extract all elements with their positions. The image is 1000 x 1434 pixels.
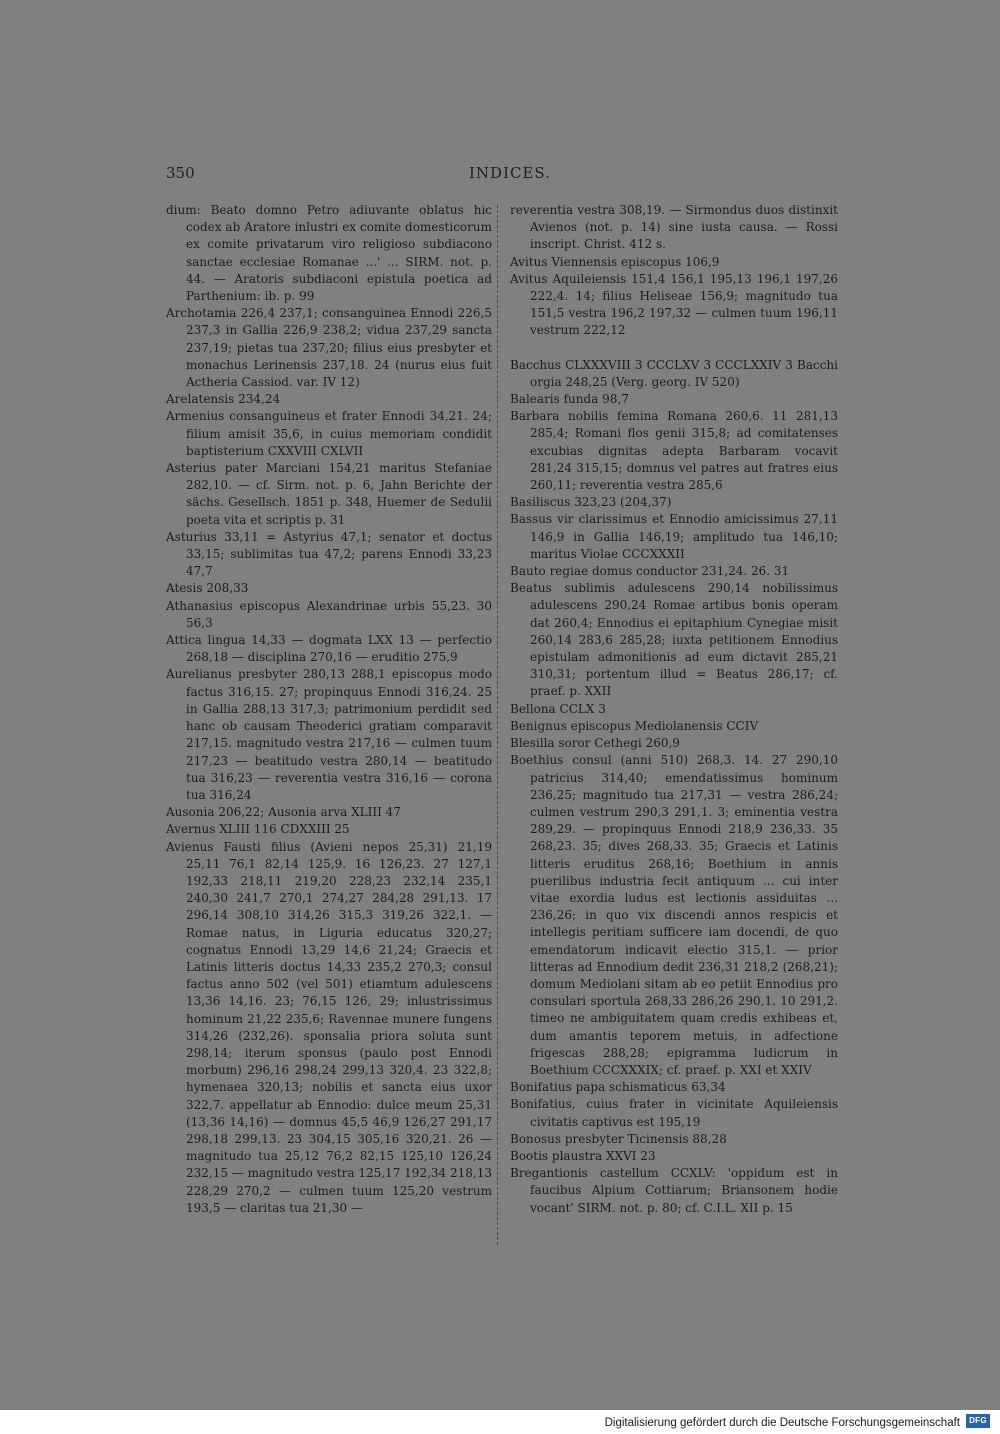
index-entry: Athanasius episcopus Alexandrinae urbis 55,23. 30 56,3 <box>166 598 492 630</box>
index-entry: Bregantionis castellum CCXLV: 'oppidum est in faucibus Alpium Cottiarum; Briansonem hodie vocant' SIRM. not. p. 80; cf. C.I.L. XII p. 15 <box>510 1166 838 1215</box>
dfg-logo-icon: DFG <box>966 1414 990 1428</box>
index-entry: Barbara nobilis femina Romana 260,6. 11 281,13 285,4; Romani flos genii 315,8; ad comitatenses excubias dignitas adepta Barbaram vocavit 281,24 315,15; domnus vel patres aut fratres eius 260,11; reverentia vestra 285,6 <box>510 409 838 493</box>
index-entry: Avitus Aquileiensis 151,4 156,1 195,13 196,1 197,26 222,4. 14; filius Heliseae 156,9; magnitudo tua 151,5 vestra 196,2 197,32 — culmen tuum 196,11 vestrum 222,12 <box>510 271 838 338</box>
index-entry: Beatus sublimis adulescens 290,14 nobilissimus adulescens 290,24 Romae artibus bonis operam dat 260,4; Ennodius ei epitaphium Cynegiae misit 260,14 283,6 285,28; iuxta petitionem Ennodius epistulam admonitionis ad eum dictavit 285,21 310,31; portentum illud = Beatus 286,17; cf. praef. p. XXII <box>510 581 838 699</box>
index-entry: Ausonia 206,22; Ausonia arva XLIII 47 <box>166 805 401 820</box>
index-entry: dium: Beato domno Petro adiuvante oblatus hic codex ab Aratore inlustri ex comite domesticorum ex comite privatarum viro religioso subdiacono sanctae ecclesiae Romanae ...' ... SIRM. not. p. 44. — Aratoris subdiaconi epistula poetica ad Parthenium: ib. p. 99 <box>166 203 492 304</box>
index-entry: Benignus episcopus Mediolanensis CCIV <box>510 718 759 733</box>
index-entry: Bellona CCLX 3 <box>510 701 606 716</box>
index-entry: Archotamia 226,4 237,1; consanguinea Ennodi 226,5 237,3 in Gallia 226,9 238,2; vidua 237,29 sancta 237,19; pietas tua 237,20; filius eius presbyter et monachus Lerinensis 237,18. 24 (nurus eius fuit Actheria Cassiod. var. IV 12) <box>166 306 492 390</box>
index-entry: Arelatensis 234,24 <box>166 392 281 407</box>
page-number: 350 <box>166 164 195 182</box>
index-entry: Bonosus presbyter Ticinensis 88,28 <box>510 1131 727 1146</box>
index-entry: Asturius 33,11 = Astyrius 47,1; senator et doctus 33,15; sublimitas tua 47,2; parens Ennodi 33,23 47,7 <box>166 529 492 579</box>
index-entry: reverentia vestra 308,19. — Sirmondus duos distinxit Avienos (not. p. 14) sine iusta causa. — Rossi inscript. Christ. 412 s. <box>510 203 838 252</box>
index-entry: Bacchus CLXXXVIII 3 CCCLXV 3 CCCLXXIV 3 Bacchi orgia 248,25 (Verg. georg. IV 520) <box>510 357 838 389</box>
index-entry: Bauto regiae domus conductor 231,24. 26. 31 <box>510 564 790 579</box>
index-entry: Asterius pater Marciani 154,21 maritus Stefaniae 282,10. — cf. Sirm. not. p. 6, Jahn Berichte der sächs. Gesellsch. 1851 p. 348, Huemer de Sedulii poeta vita et scriptis p. 31 <box>166 461 492 527</box>
running-head: INDICES. <box>469 164 551 182</box>
index-entry: Aurelianus presbyter 280,13 288,1 episcopus modo factus 316,15. 27; propinquus Ennodi 316,24. 25 in Gallia 288,13 317,3; patrimonium perdidit sed hanc ob causam Theoderici gratiam comparavit 217,15. magnitudo vestra 217,16 — culmen tuum 217,23 — beatitudo vestra 280,14 — beatitudo tua 316,23 — reverentia vestra 316,16 — corona tua 316,24 <box>166 667 492 802</box>
index-entry: Balearis funda 98,7 <box>510 392 629 407</box>
index-entry: Blesilla soror Cethegi 260,9 <box>510 736 680 751</box>
funding-notice: Digitalisierung gefördert durch die Deutsche Forschungsgemeinschaft <box>604 1417 960 1429</box>
index-entry: Avienus Fausti filius (Avieni nepos 25,31) 21,19 25,11 76,1 82,14 125,9. 16 126,23. 27 127,1 192,33 218,11 219,20 228,23 232,14 235,1 240,30 241,7 270,1 274,27 284,28 291,13. 17 296,14 308,10 314,26 315,3 319,26 322,1. — Romae natus, in Liguria educatus 320,27; cognatus Ennodi 13,29 14,6 21,24; Graecis et Latinis litteris doctus 14,33 235,2 270,3; consul factus anno 502 (vel 501) etiamtum adulescens 13,36 14,16. 23; 76,15 126, 29; inlustrissimus hominum 21,22 235,6; Ravennae munere fungens 314,26 (232,26). sponsalia priora soluta sunt 298,14; iterum sponsus (paulo post Ennodi morbum) 296,16 298,24 299,13 320,4. 23 322,8; hymenaea 320,13; nobilis et sancta eius uxor 322,7. appellatur ab Ennodio: dulce meum 25,31 (13,36 14,16) — domnus 45,5 46,9 126,27 291,17 298,18 299,13. 23 304,15 305,16 320,21. 26 — magnitudo tua 25,12 76,2 82,15 125,10 126,24 232,15 — magnitudo vestra 125,17 192,34 218,13 228,29 270,2 — culmen tuum 125,20 vestrum 193,5 — claritas tua 21,30 — <box>166 839 492 1215</box>
index-entry: Avitus Viennensis episcopus 106,9 <box>510 254 720 269</box>
index-entry: Bonifatius, cuius frater in vicinitate Aquileiensis civitatis captivus est 195,19 <box>510 1097 838 1129</box>
index-entry: Basiliscus 323,23 (204,37) <box>510 495 672 510</box>
index-entry: Avernus XLIII 116 CDXXIII 25 <box>166 822 350 837</box>
index-entry: Attica lingua 14,33 — dogmata LXX 13 — perfectio 268,18 — disciplina 270,16 — eruditio 275,9 <box>166 633 492 665</box>
left-column <box>166 202 492 1217</box>
index-entry: Atesis 208,33 <box>166 581 249 596</box>
index-entry: Bonifatius papa schismaticus 63,34 <box>510 1080 726 1095</box>
index-entry: Boethius consul (anni 510) 268,3. 14. 27 290,10 patricius 314,40; emendatissimus hominum 236,25; magnitudo tua 217,31 — vestra 286,24; culmen vestrum 290,3 291,1. 3; eminentia vestra 289,29. — propinquus Ennodi 218,9 236,33. 35 268,23. 35; dives 268,33. 35; Graecis et Latinis litteris eruditus 268,16; Boethium in annis puerilibus industria fecit antiquum ... cui inter vitae exordia ludus est lectionis assiduitas ... 236,26; in quo vix discendi annos respicis et intellegis peritiam sufficere iam docendi, de quo emendatorum indicavit electio 315,1. — prior litteras ad Ennodium dedit 236,31 218,2 (268,21); domum Mediolani sitam ab eo petiit Ennodius pro consulari sportula 268,33 286,26 290,1. 10 291,2. timeo ne ambiguitatem quam credis exhibeas et, dum amantis teporem metuis, in adfectione frigescas 288,28; epigramma ludicrum in Boethium CCCXXXIX; cf. praef. p. XXI et XXIV <box>510 753 838 1077</box>
right-column <box>510 202 838 1217</box>
index-entry: Bassus vir clarissimus et Ennodio amicissimus 27,11 146,9 in Gallia 146,19; amplitudo tua 146,10; maritus Violae CCCXXXII <box>510 512 838 561</box>
index-entry: Bootis plaustra XXVI 23 <box>510 1148 656 1163</box>
index-entry: Armenius consanguineus et frater Ennodi 34,21. 24; filium amisit 35,6, in cuius memoriam condidit baptisterium CXXVIII CXLVII <box>166 409 492 458</box>
column-divider <box>497 205 498 1245</box>
